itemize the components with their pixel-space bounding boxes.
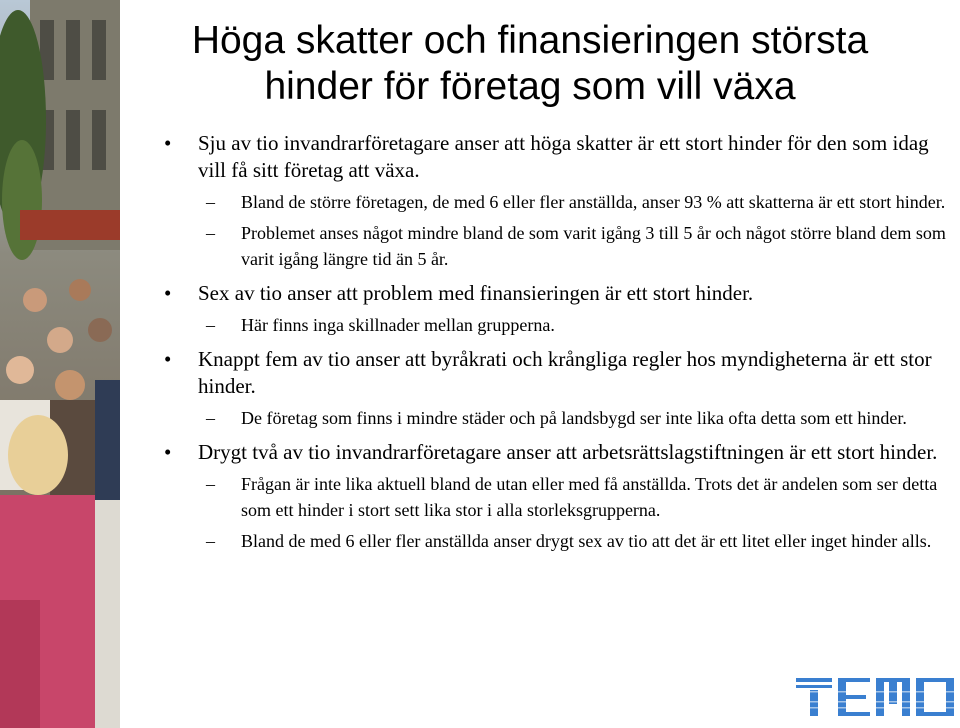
sub-bullet-marker: – (206, 531, 215, 551)
sub-bullet-item (160, 471, 950, 523)
sub-bullet-text: Bland de med 6 eller fler anställda anser drygt sex av tio att det är ett litet eller inget hinder alls. (241, 531, 932, 551)
sub-bullet-marker: – (206, 315, 215, 335)
sub-bullet-text: Här finns inga skillnader mellan grupperna. (241, 315, 555, 335)
bullet-marker: • (164, 281, 172, 305)
sub-bullet-marker: – (206, 223, 215, 243)
bullet-text: Knappt fem av tio anser att byråkrati och krångliga regler hos myndigheterna är ett stor hinder. (198, 347, 932, 398)
sub-bullet-marker: – (206, 408, 215, 428)
sub-bullet-text: Problemet anses något mindre bland de som varit igång 3 till 5 år och något större bland dem som varit igång längre tid än 5 år. (241, 223, 946, 269)
bullet-marker: • (164, 131, 172, 155)
slide-title-line-1: Höga skatter och finansieringen största (191, 19, 869, 62)
bullet-item (160, 130, 950, 184)
sub-bullet-item (160, 312, 950, 338)
sub-bullet-item (160, 528, 950, 554)
sub-bullet-text: Bland de större företagen, de med 6 eller fler anställda, anser 93 % att skatterna är ett stort hinder. (241, 192, 946, 212)
bullet-marker: • (164, 440, 172, 464)
sub-bullet-marker: – (206, 474, 215, 494)
temo-logo-mark (796, 676, 956, 720)
sub-bullet-item (160, 405, 950, 431)
bullet-item (160, 346, 950, 400)
bullet-text: Sju av tio invandrarföretagare anser att höga skatter är ett stort hinder för den som idag vill få sitt företag att växa. (198, 131, 929, 182)
slide-title (130, 18, 930, 110)
sub-bullet-item (160, 189, 950, 215)
slide-title-line-2: hinder för företag som vill växa (264, 65, 796, 108)
bullet-item (160, 280, 950, 307)
crowd-photo (0, 0, 120, 728)
bullet-text: Drygt två av tio invandrarföretagare anser att arbetsrättslagstiftningen är ett stort hinder. (198, 440, 938, 464)
bullet-item (160, 439, 950, 466)
sub-bullet-text: Frågan är inte lika aktuell bland de utan eller med få anställda. Trots det är andelen som ser detta som ett hinder i stort sett lika stor i alla storleksgrupperna. (241, 474, 938, 520)
sub-bullet-text: De företag som finns i mindre städer och på landsbygd ser inte lika ofta detta som ett hinder. (241, 408, 907, 428)
bullet-list (160, 130, 950, 554)
crowd-photo-illustration (0, 0, 120, 728)
temo-logo (796, 676, 956, 720)
sub-bullet-item (160, 220, 950, 272)
sub-bullet-marker: – (206, 192, 215, 212)
bullet-text: Sex av tio anser att problem med finansieringen är ett stort hinder. (198, 281, 754, 305)
bullet-marker: • (164, 347, 172, 371)
